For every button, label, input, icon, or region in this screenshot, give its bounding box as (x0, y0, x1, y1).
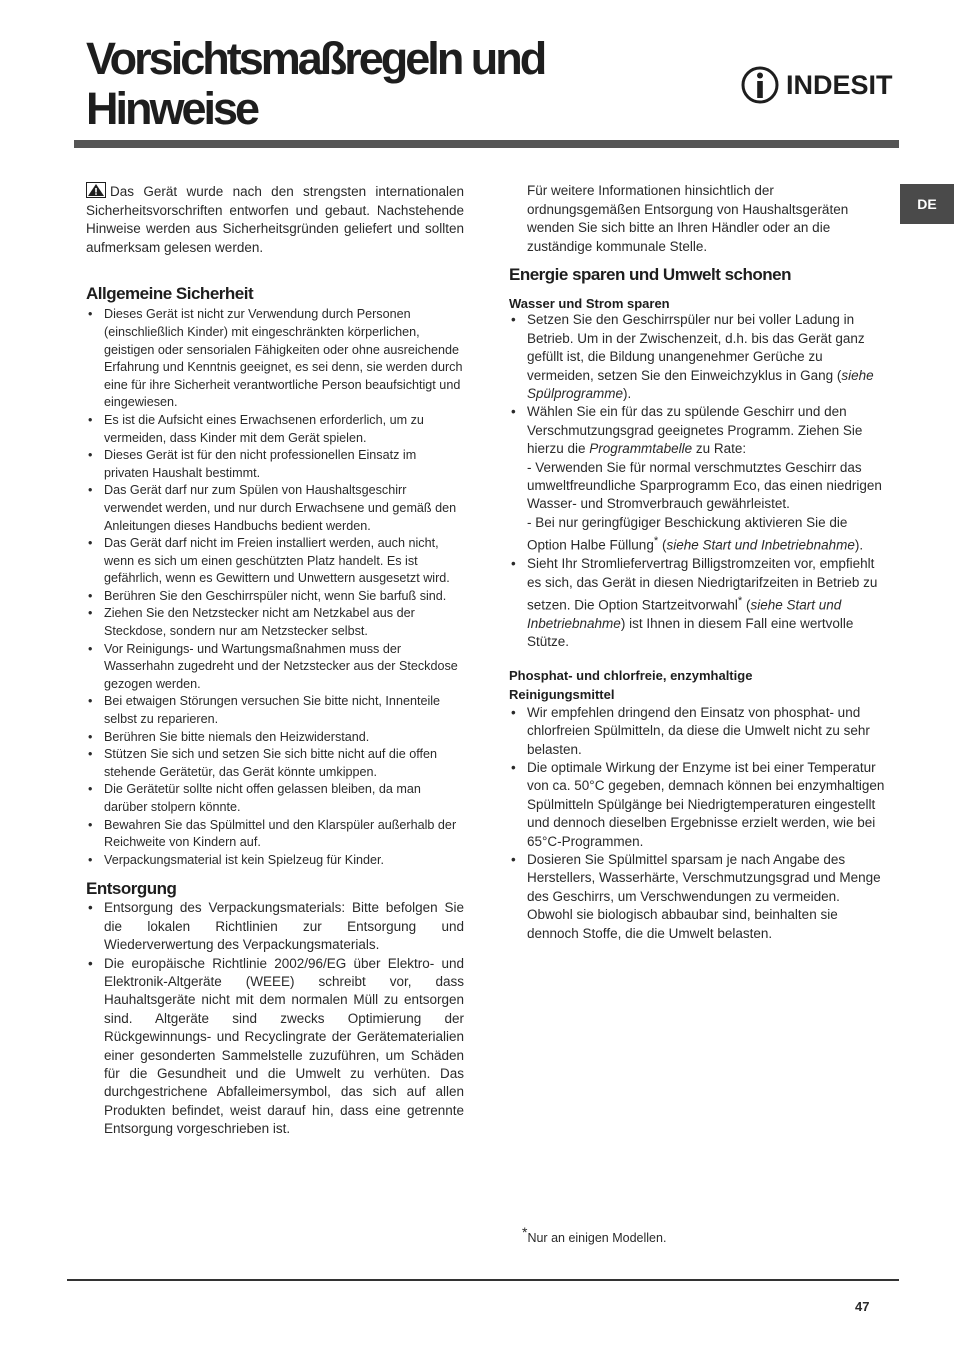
energy-heading: Energie sparen und Umwelt schonen (509, 265, 792, 285)
phosphate-heading (509, 666, 889, 704)
page-number: 47 (855, 1299, 870, 1314)
disposal-heading: Entsorgung (86, 879, 177, 899)
water-b3-open: ( (742, 597, 751, 613)
water-list (509, 311, 889, 651)
list-item: • Die optimale Wirkung der Enzyme ist bei einer Temperatur von ca. 50°C gegeben, demnach können bei enzymhaltigen Spülmitteln Spülgänge bei Niedrigtemperaturen eingestellt und dennoch dieselben Ergebnisse erzielt werden, wie bei 65°C-Programmen. (509, 759, 889, 851)
asterisk: * (653, 535, 659, 548)
list-item (509, 555, 889, 652)
water-b2-end: zu Rate: (692, 441, 747, 457)
list-item: • Die europäische Richtlinie 2002/96/EG über Elektro- und Elektronik-Altgeräte (WEEE) schreibt vor, dass Hauhaltsgeräte nicht mit dem normalen Müll zu entsorgen sind. Altgeräte sind zwecks Optimierung der Rückgewinnungs- und Recyclingrate der Gerätematerialien einer gesonderten Sammelstelle zuzuführen, um Schäden für die Gesundheit und die Umwelt zu verhüten. Das durchgestrichene Abfalleimersymbol, das sich auf allen Produkten befindet, weist darauf hin, dass eine getrennte Entsorgung vorgeschrieben ist. (86, 955, 464, 1139)
info-i-icon (740, 64, 780, 106)
asterisk: * (737, 594, 743, 607)
intro-paragraph (86, 182, 464, 257)
list-item: • Es ist die Aufsicht eines Erwachsenen erforderlich, um zu vermeiden, dass Kinder mit dem Gerät spielen. (86, 412, 464, 447)
list-item: • Bewahren Sie das Spülmittel und den Klarspüler außerhalb der Reichweite von Kindern auf. (86, 817, 464, 852)
water-heading: Wasser und Strom sparen (509, 296, 670, 312)
list-item: • Wir empfehlen dringend den Einsatz von phosphat- und chlorfreien Spülmitteln, da diese die Umwelt nicht zu sehr belasten. (509, 704, 889, 759)
water-b2-sub2-ref: siehe Start und Inbetriebnahme (666, 537, 855, 553)
list-item: • Das Gerät darf nur zum Spülen von Haushaltsgeschirr verwendet werden, und nur durch Erwachsene und gemäß den Anleitungen dieses Handbuchs bedient werden. (86, 482, 464, 535)
list-item: • Verpackungsmaterial ist kein Spielzeug für Kinder. (86, 852, 464, 870)
intro-text: Das Gerät wurde nach den strengsten internationalen Sicherheitsvorschriften entworfen und gebaut. Nachstehende Hinweise werden aus Sicherheitsgründen geliefert und sollten aufmerksam gelesen werden. (86, 184, 464, 255)
list-item: • Das Gerät darf nicht im Freien installiert werden, auch nicht, wenn es sich um einen geschützten Platz handelt. Es ist gefährlich, wenn es Gewittern und Unwettern ausgesetzt wird. (86, 535, 464, 588)
water-b2-sub2-open: ( (658, 537, 667, 553)
header-rule (74, 140, 899, 148)
water-b2-sub1: - Verwenden Sie für normal verschmutztes Geschirr das umweltfreundliche Sparprogramm Eco, das einen niedrigen Wasser- und Stromverbrauch gewährleistet. (527, 459, 882, 512)
footnote-asterisk: * (522, 1224, 528, 1240)
page-title-line2: Hinweise (86, 83, 258, 134)
page-title (86, 34, 544, 134)
water-b2-sub2-text: - Bei nur geringfügiger Beschickung aktivieren Sie die Option Halbe Füllung (527, 514, 848, 553)
water-b3-end: ) ist Ihnen in diesem Fall eine wertvolle Stütze. (527, 615, 854, 650)
list-item: • Stützen Sie sich und setzen Sie sich bitte nicht auf die offen stehende Gerätetür, das Gerät könnte umkippen. (86, 746, 464, 781)
brand-name: INDESIT (786, 69, 893, 100)
list-item (509, 403, 889, 555)
water-b2-sub2 (527, 514, 889, 555)
list-item: • Vor Reinigungs- und Wartungsmaßnahmen muss der Wasserhahn zugedreht und der Netzstecker aus der Steckdose gezogen werden. (86, 641, 464, 694)
water-b2-sub2-end: ). (854, 537, 864, 553)
list-item: • Dosieren Sie Spülmittel sparsam je nach Angabe des Herstellers, Wasserhärte, Verschmutzungsgrad und Menge des Geschirrs, um Verschwendungen zu vermeiden. Obwohl sie biologisch abbaubar sind, beinhalten sie dennoch Stoffe, die die Umwelt belasten. (509, 851, 889, 943)
list-item: • Dieses Gerät ist nicht zur Verwendung durch Personen (einschließlich Kinder) mit eingeschränkten körperlichen, geistigen oder sensorialen Fähigkeiten oder ohne ausreichende Erfahrung und Kenntnis geeignet, es sei denn, sie werden durch eine für ihre Sicherheit verantwortliche Person beaufsichtigt und eingewiesen. (86, 306, 464, 412)
brand-logo (740, 64, 893, 106)
list-item: • Entsorgung des Verpackungsmaterials: Bitte befolgen Sie die lokalen Richtlinien zur Entsorgung und Wiederverwertung des Verpackungsmaterials. (86, 899, 464, 954)
water-b1-end: ). (623, 386, 632, 401)
list-item: • Dieses Gerät ist für den nicht professionellen Einsatz im privaten Haushalt bestimmt. (86, 447, 464, 482)
list-item: • Bei etwaigen Störungen versuchen Sie bitte nicht, Innenteile selbst zu reparieren. (86, 693, 464, 728)
language-tab: DE (900, 184, 954, 224)
list-item: • Berühren Sie bitte niemals den Heizwiderstand. (86, 729, 464, 747)
left-column (86, 182, 464, 1139)
list-item: • Berühren Sie den Geschirrspüler nicht, wenn Sie barfuß sind. (86, 588, 464, 606)
water-b1-text: Setzen Sie den Geschirrspüler nur bei voller Ladung in Betrieb. Um in der Zwischenzeit, d.h. bis das Gerät ganz gefüllt ist, die Bildung unangenehmer Gerüche zu vermeiden, setzen Sie den Einweichzyklus in Gang ( (527, 312, 865, 383)
warning-icon (86, 182, 106, 198)
list-item: • Die Gerätetür sollte nicht offen gelassen bleiben, da man darüber stolpern könnte. (86, 781, 464, 816)
water-b3-ref: siehe Start und Inbetriebnahme (527, 597, 842, 631)
list-item (509, 311, 889, 403)
water-b2-text: Wählen Sie ein für das zu spülende Geschirr und den Verschmutzungsgrad geeignetes Programm. Ziehen Sie hierzu die (527, 404, 863, 457)
footer-rule (67, 1279, 899, 1281)
water-b3-text: Sieht Ihr Stromliefervertrag Billigstromzeiten vor, empfiehlt es sich, das Gerät in diesen Niedrigtarifzeiten in Betrieb zu setzen. Die Option Startzeitvorwahl (527, 556, 878, 613)
footnote (522, 1224, 666, 1245)
phosphate-heading-line2: Reinigungsmittel (509, 686, 615, 702)
disposal-list (86, 899, 464, 1138)
water-b2-ref: Programmtabelle (589, 441, 693, 457)
disposal-note: Für weitere Informationen hinsichtlich der ordnungsgemäßen Entsorgung von Haushaltsgeräten wenden Sie sich bitte an Ihren Händler oder an die zuständige kommunale Stelle. (527, 183, 849, 254)
page-title-line1: Vorsichtsmaßregeln und (86, 33, 545, 84)
footnote-text: Nur an einigen Modellen. (527, 1231, 667, 1246)
water-b1-ref: siehe Spülprogramme (527, 367, 874, 401)
phosphate-heading-line1: Phosphat- und chlorfreie, enzymhaltige (509, 667, 753, 683)
phosphate-list (509, 704, 889, 943)
right-column (509, 182, 889, 943)
safety-list (86, 306, 464, 869)
list-item: • Ziehen Sie den Netzstecker nicht am Netzkabel aus der Steckdose, sondern nur am Netzstecker selbst. (86, 605, 464, 640)
safety-heading: Allgemeine Sicherheit (86, 284, 254, 304)
